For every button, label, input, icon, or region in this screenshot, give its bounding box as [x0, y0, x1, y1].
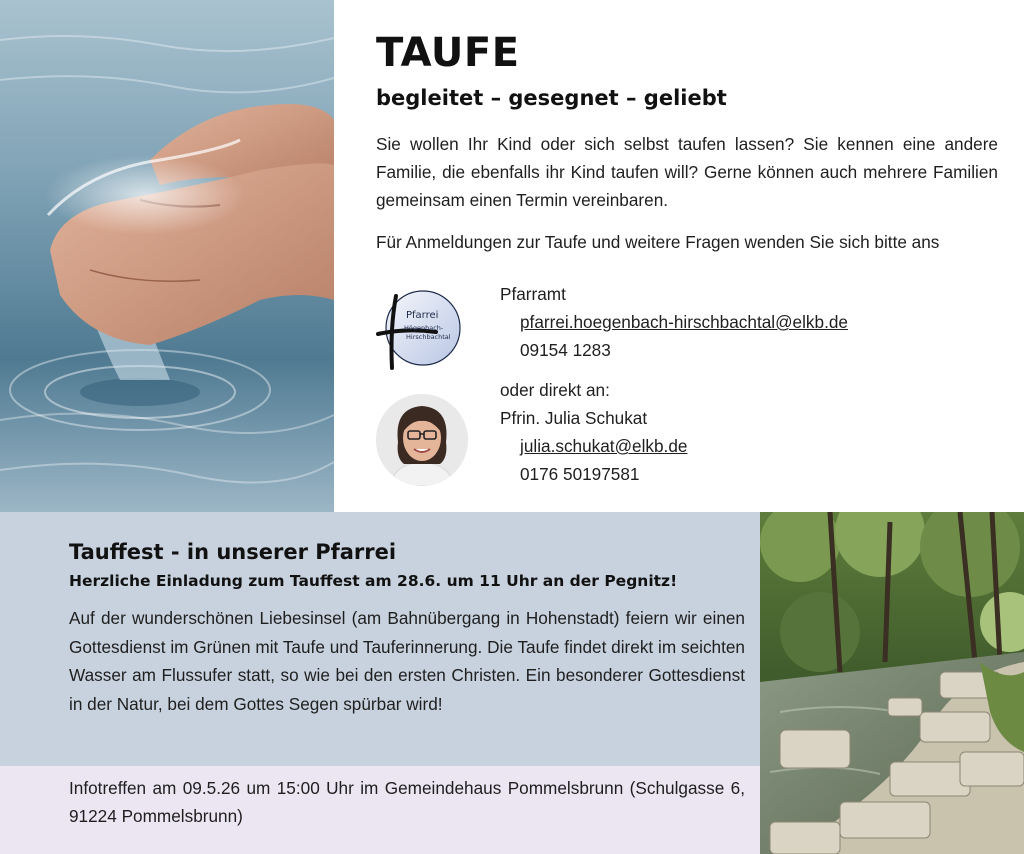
baptism-festival-section [0, 512, 760, 766]
pastor-name: Pfrin. Julia Schukat [500, 408, 648, 428]
logo-text-line3: Hirschbachtal [406, 333, 451, 341]
parish-logo [376, 288, 464, 372]
baptism-water-photo [0, 0, 334, 512]
parish-office-contact [500, 280, 848, 364]
page-subtitle: begleitet – gesegnet – geliebt [376, 86, 727, 110]
river-photo [760, 512, 1024, 854]
info-meeting-text: Infotreffen am 09.5.26 um 15:00 Uhr im Gemeindehaus Pommelsbrunn (Schulgasse 6, 91224 Pommelsbrunn) [69, 778, 745, 826]
intro-paragraph: Sie wollen Ihr Kind oder sich selbst taufen lassen? Sie kennen eine andere Familie, die ebenfalls ihr Kind taufen will? Gerne können auch mehrere Familien gemeinsam einen Termin vereinbaren. [376, 134, 998, 210]
page-title: TAUFE [376, 30, 520, 76]
parish-office-email-link[interactable]: pfarrei.hoegenbach-hirschbachtal@elkb.de [520, 312, 848, 332]
info-meeting-section [0, 766, 760, 854]
festival-title: Tauffest - in unserer Pfarrei [69, 540, 397, 564]
logo-text-line1: Pfarrei [406, 310, 439, 321]
parish-office-label: Pfarramt [500, 284, 566, 304]
festival-subtitle: Herzliche Einladung zum Tauffest am 28.6. um 11 Uhr an der Pegnitz! [69, 572, 678, 590]
pastor-email-link[interactable]: julia.schukat@elkb.de [520, 436, 688, 456]
registration-note: Für Anmeldungen zur Taufe und weitere Fragen wenden Sie sich bitte ans [376, 232, 940, 252]
pastor-contact [500, 376, 687, 488]
pastor-avatar [376, 394, 468, 486]
festival-description: Auf der wunderschönen Liebesinsel (am Bahnübergang in Hohenstadt) feiern wir einen Gottesdienst im Grünen mit Taufe und Tauferinnerung. Die Taufe findet direkt im seichten Wasser am Flussufer statt, so wie bei den ersten Christen. Ein besonderer Gottesdienst in der Natur, bei dem Gottes Segen spürbar wird! [69, 608, 745, 714]
pastor-phone: 0176 50197581 [520, 464, 640, 484]
logo-text-line2: Högenbach- [404, 324, 444, 332]
pastor-contact-intro: oder direkt an: [500, 380, 610, 400]
parish-office-phone: 09154 1283 [520, 340, 611, 360]
